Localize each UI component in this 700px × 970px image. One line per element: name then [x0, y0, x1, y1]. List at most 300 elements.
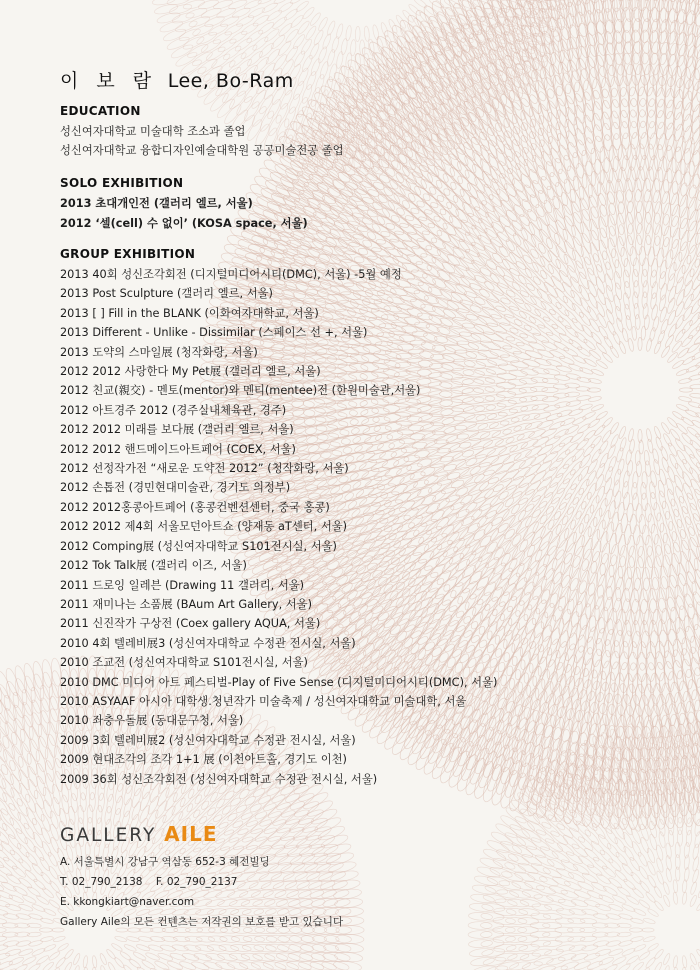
petal-mark — [641, 493, 648, 511]
petal-mark — [694, 447, 700, 462]
petal-mark — [518, 917, 539, 925]
petal-mark — [623, 492, 631, 510]
petal-mark — [495, 281, 516, 300]
petal-mark — [518, 935, 539, 943]
petal-mark — [610, 434, 620, 448]
petal-mark — [553, 393, 569, 399]
petal-mark — [0, 944, 8, 952]
petal-mark — [609, 345, 620, 358]
petal-mark — [523, 323, 542, 337]
petal-mark — [641, 482, 647, 499]
petal-mark — [608, 948, 624, 957]
petal-mark — [606, 444, 617, 459]
petal-mark — [324, 934, 352, 944]
petal-mark — [529, 452, 548, 467]
petal-mark — [0, 908, 8, 916]
petal-mark — [672, 410, 685, 421]
petal-mark — [555, 822, 575, 840]
petal-mark — [40, 936, 54, 943]
petal-mark — [191, 799, 210, 819]
petal-mark — [0, 752, 10, 776]
petal-mark — [623, 41, 635, 75]
petal-mark — [563, 308, 579, 324]
petal-mark — [660, 422, 671, 435]
petal-mark — [557, 269, 573, 289]
petal-mark — [617, 502, 626, 521]
petal-mark — [481, 902, 505, 912]
petal-mark — [519, 387, 537, 393]
petal-mark — [549, 349, 566, 360]
petal-mark — [500, 353, 520, 364]
petal-mark — [613, 469, 622, 486]
petal-mark — [690, 393, 700, 399]
petal-mark — [630, 917, 644, 924]
petal-mark — [603, 477, 614, 495]
petal-mark — [643, 935, 656, 942]
petal-mark — [22, 894, 37, 905]
petal-mark — [48, 899, 61, 910]
petal-mark — [603, 297, 614, 314]
petal-mark — [0, 927, 6, 932]
petal-mark — [677, 830, 682, 846]
petal-mark — [634, 281, 640, 298]
petal-mark — [518, 730, 540, 768]
petal-mark — [63, 961, 73, 970]
petal-mark — [650, 270, 658, 288]
petal-mark — [695, 461, 700, 478]
petal-mark — [665, 477, 675, 495]
petal-mark — [631, 482, 637, 499]
petal-mark — [687, 548, 700, 572]
petal-mark — [141, 959, 156, 970]
petal-mark — [682, 892, 688, 905]
petal-mark — [595, 903, 611, 912]
petal-mark — [669, 239, 680, 260]
petal-mark — [630, 928, 643, 932]
petal-mark — [673, 880, 679, 893]
petal-mark — [8, 956, 24, 967]
petal-mark — [605, 285, 615, 303]
petal-mark — [72, 953, 81, 966]
petal-mark — [178, 787, 196, 808]
petal-mark — [5, 948, 21, 957]
petal-mark — [522, 412, 541, 422]
petal-mark — [682, 880, 688, 893]
petal-mark — [666, 297, 677, 314]
petal-mark — [630, 936, 644, 943]
petal-mark — [661, 237, 671, 258]
petal-mark — [592, 856, 609, 871]
petal-mark — [642, 281, 648, 298]
petal-mark — [545, 331, 562, 344]
petal-mark — [614, 259, 623, 278]
petal-mark — [617, 534, 626, 556]
petal-mark — [2, 856, 19, 871]
petal-mark — [555, 448, 571, 463]
petal-mark — [520, 368, 538, 377]
petal-mark — [612, 894, 627, 905]
petal-mark — [335, 943, 364, 954]
petal-mark — [527, 643, 547, 675]
petal-mark — [527, 130, 547, 160]
petal-mark — [574, 500, 588, 520]
petal-mark — [529, 469, 548, 486]
petal-mark — [123, 943, 137, 952]
petal-mark — [545, 111, 563, 142]
petal-mark — [632, 472, 638, 489]
petal-mark — [72, 965, 80, 970]
petal-mark — [692, 869, 700, 884]
petal-mark — [689, 895, 698, 908]
petal-mark — [531, 395, 548, 402]
petal-mark — [649, 0, 663, 1]
petal-mark — [618, 426, 627, 440]
petal-mark — [636, 504, 642, 523]
petal-mark — [579, 245, 592, 266]
petal-mark — [679, 388, 692, 392]
petal-mark — [621, 903, 636, 913]
petal-mark — [667, 285, 678, 303]
petal-mark — [536, 419, 554, 430]
petal-mark — [676, 403, 690, 412]
petal-mark — [625, 315, 632, 330]
petal-mark — [145, 951, 160, 961]
petal-mark — [636, 557, 643, 579]
petal-mark — [275, 816, 301, 835]
petal-mark — [542, 76, 561, 109]
petal-mark — [655, 857, 664, 873]
petal-mark — [652, 316, 660, 332]
petal-mark — [317, 824, 347, 843]
petal-mark — [556, 409, 572, 418]
petal-mark — [595, 410, 608, 421]
petal-mark — [518, 944, 539, 953]
petal-mark — [695, 900, 700, 912]
petal-mark — [647, 942, 659, 952]
petal-mark — [336, 934, 364, 944]
petal-mark — [132, 951, 146, 961]
petal-mark — [8, 848, 24, 864]
petal-mark — [481, 947, 505, 957]
petal-mark — [532, 367, 550, 376]
petal-mark — [598, 956, 614, 967]
petal-mark — [630, 514, 637, 534]
petal-mark — [554, 301, 571, 318]
petal-mark — [613, 271, 622, 290]
petal-mark — [601, 864, 617, 878]
petal-mark — [13, 677, 29, 706]
petal-mark — [566, 400, 581, 408]
petal-mark — [689, 953, 698, 966]
petal-mark — [642, 928, 654, 932]
petal-mark — [5, 872, 22, 885]
petal-mark — [621, 328, 629, 343]
petal-mark — [604, 273, 615, 292]
petal-mark — [687, 208, 700, 232]
petal-mark — [654, 224, 663, 246]
petal-mark — [92, 955, 98, 968]
petal-mark — [17, 857, 32, 872]
petal-mark — [656, 247, 665, 267]
petal-mark — [597, 802, 613, 822]
petal-mark — [618, 341, 627, 355]
petal-mark — [637, 652, 647, 681]
petal-mark — [531, 513, 550, 534]
petal-mark — [577, 570, 591, 595]
petal-mark — [588, 378, 602, 385]
petal-mark — [22, 955, 37, 966]
petal-mark — [604, 261, 614, 281]
petal-mark — [598, 894, 614, 905]
petal-mark — [645, 556, 653, 579]
petal-mark — [57, 942, 69, 952]
petal-mark — [604, 565, 615, 589]
petal-mark — [530, 179, 549, 206]
petal-mark — [624, 281, 631, 299]
petal-mark — [519, 395, 537, 402]
petal-mark — [642, 292, 648, 309]
petal-mark — [690, 881, 698, 895]
petal-mark — [623, 471, 631, 488]
petal-mark — [509, 369, 528, 377]
petal-mark — [565, 850, 584, 866]
petal-mark — [617, 201, 626, 224]
petal-mark — [691, 512, 700, 533]
petal-mark — [639, 514, 646, 534]
petal-mark — [655, 844, 664, 860]
petal-mark — [527, 620, 547, 650]
petal-mark — [662, 895, 671, 908]
petal-mark — [622, 0, 635, 1]
petal-mark — [136, 943, 151, 952]
petal-mark — [569, 460, 584, 477]
petal-mark — [562, 454, 578, 470]
petal-mark — [608, 903, 624, 912]
petal-mark — [601, 416, 613, 428]
petal-mark — [2, 922, 18, 928]
petal-mark — [652, 236, 661, 257]
petal-mark — [592, 932, 608, 938]
petal-mark — [609, 422, 620, 435]
petal-mark — [690, 965, 698, 970]
petal-mark — [32, 845, 45, 862]
petal-mark — [551, 595, 568, 623]
petal-mark — [595, 872, 612, 885]
petal-mark — [621, 947, 636, 957]
petal-mark — [688, 401, 700, 409]
petal-mark — [517, 472, 537, 490]
petal-mark — [627, 224, 635, 245]
petal-mark — [653, 961, 663, 970]
petal-mark — [624, 304, 631, 320]
petal-mark — [691, 349, 700, 361]
petal-mark — [575, 437, 590, 451]
petal-mark — [634, 303, 640, 319]
petal-mark — [41, 887, 54, 900]
petal-mark — [653, 341, 662, 355]
petal-mark — [2, 932, 18, 938]
petal-mark — [519, 377, 537, 384]
petal-mark — [592, 922, 608, 928]
petal-mark — [631, 887, 644, 900]
petal-mark — [523, 462, 542, 479]
petal-mark — [107, 961, 117, 970]
petal-mark — [685, 492, 698, 511]
petal-mark — [641, 326, 646, 340]
petal-mark — [691, 419, 700, 431]
petal-mark — [608, 533, 618, 555]
petal-mark — [662, 0, 677, 12]
petal-mark — [682, 955, 688, 968]
petal-mark — [598, 848, 614, 864]
petal-mark — [99, 953, 108, 966]
petal-mark — [520, 437, 539, 451]
petal-mark — [542, 280, 560, 299]
petal-mark — [509, 326, 529, 340]
petal-mark — [518, 927, 539, 934]
petal-mark — [496, 382, 516, 389]
petal-mark — [614, 851, 628, 867]
petal-mark — [468, 930, 492, 938]
petal-mark — [685, 184, 699, 209]
petal-mark — [601, 351, 613, 363]
petal-mark — [31, 947, 46, 957]
petal-mark — [637, 224, 644, 245]
petal-mark — [662, 881, 670, 895]
petal-mark — [653, 556, 662, 579]
petal-mark — [606, 321, 617, 336]
petal-mark — [662, 225, 672, 247]
petal-mark — [662, 965, 670, 970]
petal-mark — [583, 357, 597, 368]
petal-mark — [580, 548, 594, 572]
petal-mark — [681, 416, 695, 427]
petal-mark — [100, 965, 108, 970]
petal-mark — [265, 943, 289, 953]
petal-mark — [53, 935, 66, 942]
petal-mark — [666, 416, 678, 428]
petal-mark — [644, 450, 650, 465]
petal-mark — [688, 374, 700, 381]
petal-mark — [606, 842, 621, 859]
petal-mark — [632, 493, 639, 511]
petal-mark — [615, 317, 624, 333]
petal-mark — [542, 396, 559, 403]
petal-mark — [16, 755, 31, 778]
petal-mark — [11, 864, 27, 878]
petal-mark — [633, 908, 647, 917]
petal-mark — [301, 816, 330, 836]
petal-mark — [0, 952, 11, 962]
petal-mark — [610, 512, 620, 532]
petal-mark — [666, 351, 678, 363]
petal-mark — [601, 510, 612, 530]
petal-mark — [667, 262, 678, 282]
petal-mark — [662, 953, 671, 966]
petal-mark — [622, 845, 635, 862]
petal-mark — [530, 386, 547, 392]
petal-mark — [645, 0, 658, 11]
petal-mark — [518, 616, 538, 646]
petal-mark — [546, 510, 563, 531]
petal-mark — [307, 833, 336, 851]
petal-mark — [653, 459, 661, 475]
petal-mark — [612, 331, 622, 346]
petal-mark — [535, 475, 553, 493]
petal-mark — [561, 833, 580, 850]
petal-mark — [568, 408, 584, 417]
petal-mark — [538, 518, 556, 540]
petal-mark — [675, 422, 688, 435]
petal-mark — [553, 157, 570, 185]
petal-mark — [43, 908, 57, 917]
petal-mark — [547, 523, 564, 545]
petal-mark — [0, 835, 5, 852]
petal-mark — [114, 935, 127, 942]
petal-mark — [16, 842, 31, 859]
petal-mark — [661, 457, 671, 473]
petal-mark — [556, 364, 572, 373]
petal-mark — [642, 258, 649, 277]
petal-mark — [647, 908, 659, 918]
petal-mark — [582, 410, 596, 420]
petal-mark — [632, 292, 638, 309]
petal-mark — [40, 917, 54, 924]
petal-mark — [678, 378, 692, 385]
petal-mark — [616, 213, 625, 235]
petal-mark — [555, 527, 571, 549]
petal-mark — [97, 793, 105, 812]
petal-mark — [43, 943, 57, 952]
petal-mark — [507, 852, 530, 868]
petal-mark — [639, 246, 646, 266]
petal-mark — [128, 958, 142, 970]
petal-mark — [7, 802, 23, 822]
petal-mark — [614, 523, 623, 544]
petal-mark — [612, 955, 627, 966]
petal-mark — [0, 898, 11, 908]
petal-mark — [613, 836, 627, 853]
petal-mark — [643, 917, 656, 924]
petal-mark — [40, 928, 53, 932]
petal-mark — [595, 359, 608, 370]
petal-mark — [607, 500, 617, 519]
petal-mark — [641, 0, 654, 1]
petal-mark — [26, 778, 40, 800]
petal-mark — [605, 575, 616, 600]
petal-mark — [659, 306, 668, 322]
petal-mark — [635, 315, 640, 330]
petal-mark — [24, 851, 38, 867]
petal-mark — [591, 403, 605, 412]
petal-mark — [498, 363, 518, 372]
petal-mark — [619, 437, 627, 452]
petal-mark — [569, 510, 584, 531]
petal-mark — [17, 782, 32, 803]
petal-mark — [18, 948, 34, 957]
petal-mark — [519, 764, 541, 805]
petal-mark — [695, 948, 700, 960]
petal-mark — [23, 836, 37, 853]
petal-mark — [565, 392, 580, 398]
petal-mark — [48, 950, 61, 961]
petal-mark — [653, 885, 663, 898]
petal-mark — [564, 324, 580, 339]
petal-mark — [646, 861, 657, 876]
petal-mark — [645, 224, 653, 245]
petal-mark — [590, 840, 607, 857]
petal-mark — [649, 481, 656, 499]
